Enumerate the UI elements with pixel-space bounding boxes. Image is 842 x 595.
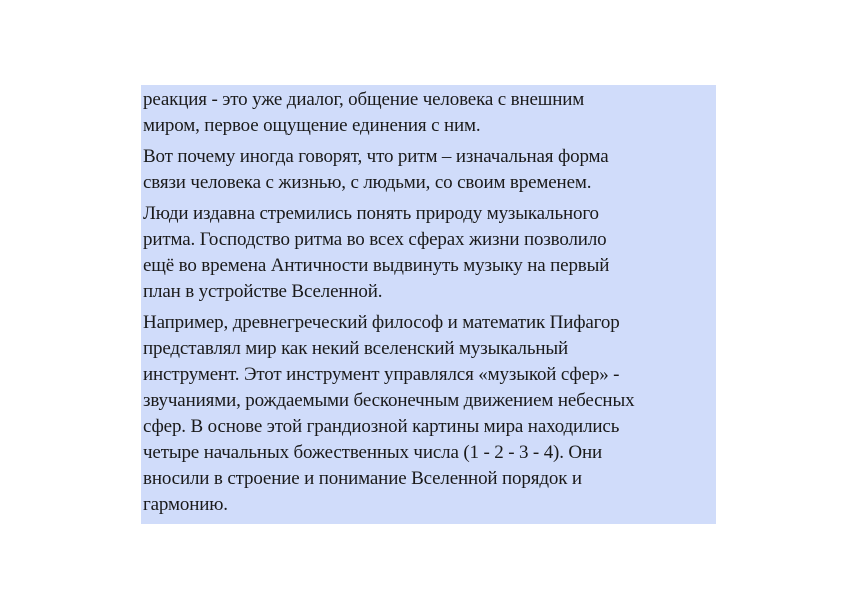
text-line: сфер. В основе этой грандиозной картины мира находились — [143, 416, 620, 437]
paragraph-1 — [143, 87, 714, 139]
text-line: ещё во времена Античности выдвинуть музыку на первый — [143, 255, 610, 276]
text-line: вносили в строение и понимание Вселенной порядок и — [143, 468, 582, 489]
text-line: миром, первое ощущение единения с ним. — [143, 115, 481, 136]
text-line: четыре начальных божественных числа (1 - 2 - 3 - 4). Они — [143, 442, 603, 463]
paragraph-4 — [143, 310, 714, 518]
text-line: инструмент. Этот инструмент управлялся «музыкой сфер» - — [143, 364, 620, 385]
paragraph-3 — [143, 201, 714, 305]
text-line: Люди издавна стремились понять природу музыкального — [143, 203, 599, 224]
text-line: ритма. Господство ритма во всех сферах жизни позволило — [143, 229, 607, 250]
paragraph-2 — [143, 144, 714, 196]
text-line: представлял мир как некий вселенский музыкальный — [143, 338, 568, 359]
text-line: план в устройстве Вселенной. — [143, 281, 383, 302]
text-line: Например, древнегреческий философ и математик Пифагор — [143, 312, 620, 333]
text-line: реакция - это уже диалог, общение человека с внешним — [143, 89, 585, 110]
text-line: гармонию. — [143, 494, 228, 515]
text-line: Вот почему иногда говорят, что ритм – изначальная форма — [143, 146, 609, 167]
text-line: связи человека с жизнью, с людьми, со своим временем. — [143, 172, 592, 193]
text-line: звучаниями, рождаемыми бесконечным движением небесных — [143, 390, 635, 411]
text-box — [141, 85, 716, 524]
